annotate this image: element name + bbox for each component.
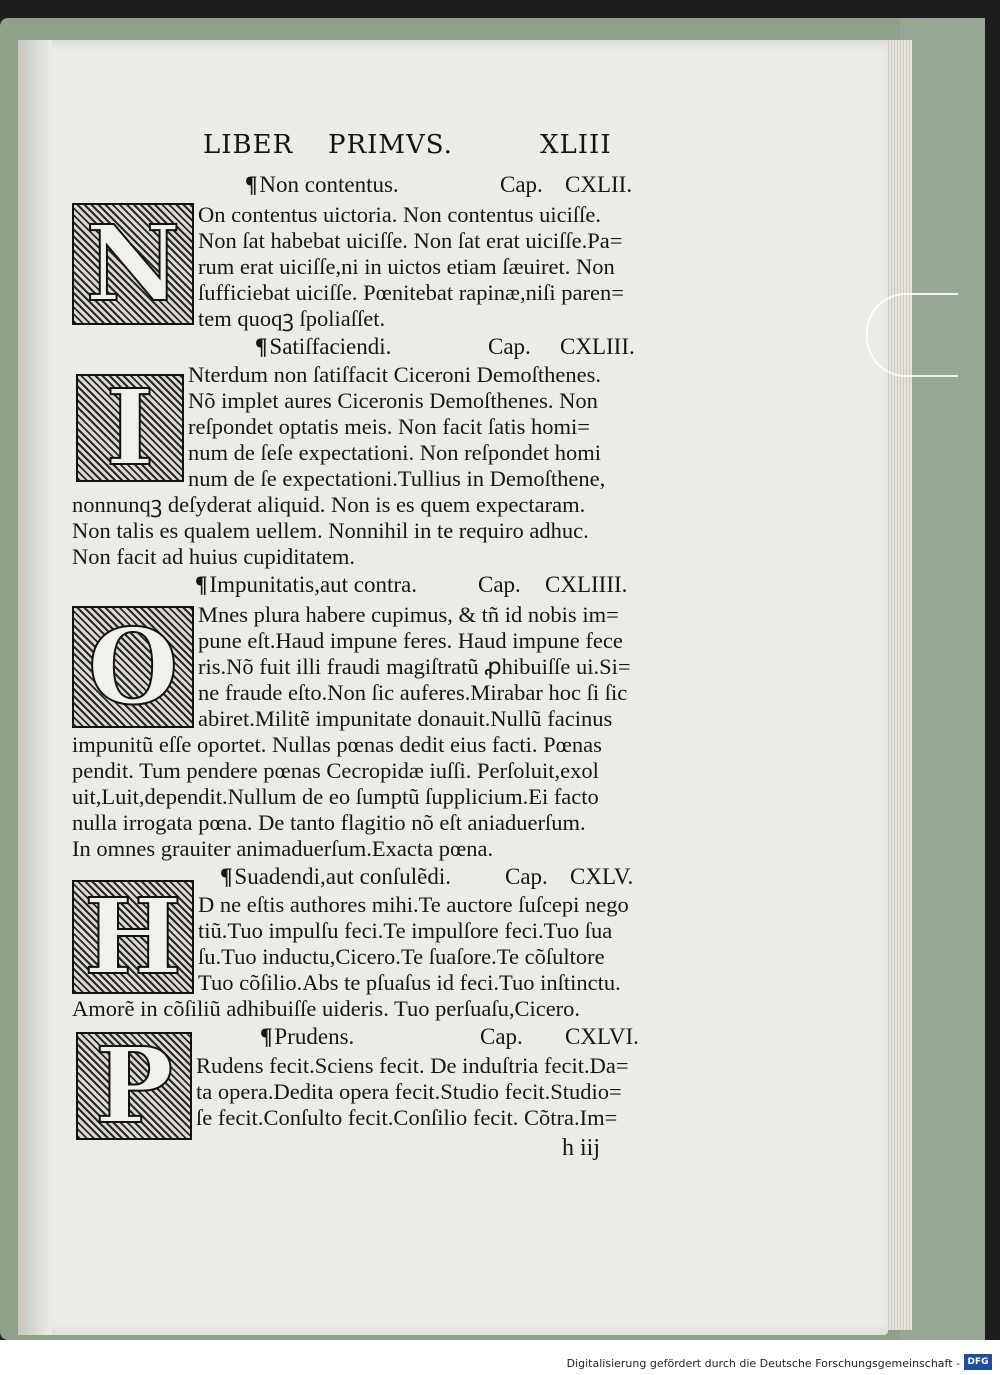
text-line: Non facit ad huius cupiditatem. [72, 544, 356, 569]
cap-label: Cap. [500, 172, 543, 197]
cap-number: CXLIIII. [545, 572, 628, 597]
pilcrow-icon: ¶ [195, 572, 208, 597]
footer-credit: Digitalisierung gefördert durch die Deutsche Forschungsgemeinschaft - [566, 1357, 960, 1370]
cap-label: Cap. [478, 572, 521, 597]
heading-title: Impunitatis,aut contra. [209, 572, 418, 597]
section-heading [260, 1024, 354, 1050]
pilcrow-icon: ¶ [220, 864, 233, 889]
dfg-logo-icon: DFG [964, 1354, 992, 1370]
cap-label: Cap. [488, 334, 531, 359]
cap-number: CXLVI. [565, 1024, 639, 1049]
cap-number: CXLII. [565, 172, 633, 197]
text-line: impunitũ eſſe oportet. Nullas pœnas dedit eius facti. Pœnas [72, 732, 602, 757]
text-line: ne fraude eſto.Non ſic auferes.Mirabar hoc ſi ſic [198, 680, 628, 705]
heading-title: Non contentus. [259, 172, 399, 197]
text-line: num de ſeſe expectationi. Non reſpondet homi [188, 440, 602, 465]
book-board-edge [900, 18, 985, 1340]
initial-letter: O [87, 605, 179, 728]
text-line: pune eſt.Haud impune feres. Haud impune fece [198, 628, 623, 653]
text-line: nulla irrogata pœna. De tanto flagitio nõ eſt aniaduerſum. [72, 810, 586, 835]
text-line: Nterdum non ſatiſfacit Ciceroni Demoſthenes. [188, 362, 602, 387]
section-heading [220, 864, 451, 890]
text-line: Mnes plura habere cupimus, & tñ id nobis im= [198, 602, 619, 627]
initial-letter: N [85, 202, 181, 325]
text-line: Non talis es qualem uellem. Nonnihil in te requiro adhuc. [72, 518, 589, 543]
pilcrow-icon: ¶ [245, 172, 258, 197]
text-line: ſu.Tuo inductu,Cicero.Te ſuaſore.Te cõſultore [198, 944, 605, 969]
text-line: reſpondet optatis meis. Non facit ſatis homi= [188, 414, 590, 439]
cap-number: CXLV. [570, 864, 634, 889]
cap-number: CXLIII. [560, 334, 635, 359]
heading-title: Satiſfaciendi. [269, 334, 392, 359]
running-head-folio: XLIII [540, 130, 612, 160]
section-heading [245, 172, 399, 198]
text-line: abiret.Militẽ impunitate donauit.Nullũ facinus [198, 706, 613, 731]
text-line: ſufficiebat uiciſſe. Pœnitebat rapinæ,niſi paren= [198, 280, 624, 305]
text-line: ris.Nõ fuit illi fraudi magiſtratũ ꝓhibuiſſe ui.Si= [198, 654, 631, 679]
running-head-left: LIBER [203, 130, 294, 160]
section-heading [195, 572, 417, 598]
text-line: rum erat uiciſſe,ni in uictos etiam ſæuiret. Non [198, 254, 615, 279]
decorated-initial-n [72, 203, 194, 325]
initial-letter: H [83, 875, 183, 998]
initial-letter: P [94, 1024, 174, 1147]
section-heading [255, 334, 391, 360]
text-line: pendit. Tum pendere pœnas Cecropidæ iuſſi. Perſoluit,exol [72, 758, 599, 783]
text-line: ſe fecit.Conſulto fecit.Conſilio fecit. Cõtra.Im= [196, 1105, 618, 1130]
text-line: Non ſat habebat uiciſſe. Non ſat erat uiciſſe.Pa= [198, 228, 623, 253]
text-line: uit,Luit,dependit.Nullum de eo ſumptũ ſupplicium.Ei facto [72, 784, 599, 809]
cap-label: Cap. [480, 1024, 523, 1049]
cap-label: Cap. [505, 864, 548, 889]
text-line: Tuo cõſilio.Abs te pſuaſus id feci.Tuo inſtinctu. [198, 970, 621, 995]
text-line: Rudens fecit.Sciens fecit. De induſtria fecit.Da= [196, 1053, 629, 1078]
page-clip [866, 293, 958, 377]
decorated-initial-o [72, 606, 194, 728]
decorated-initial-i [76, 366, 184, 489]
running-head-center: PRIMVS. [328, 130, 453, 160]
decorated-initial-p [76, 1024, 192, 1147]
text-line: In omnes grauiter animaduerſum.Exacta pœna. [72, 836, 494, 861]
page-gutter-shadow [18, 40, 52, 1335]
text-line: nonnunqꝫ deſyderat aliquid. Non is es quem expectaram. [72, 492, 586, 517]
pilcrow-icon: ¶ [255, 334, 268, 359]
text-line: On contentus uictoria. Non contentus uiciſſe. [198, 202, 602, 227]
text-line: tem quoqꝫ ſpoliaſſet. [198, 306, 386, 331]
text-line: Nõ implet aures Ciceronis Demoſthenes. Non [188, 388, 598, 413]
text-line: ta opera.Dedita opera fecit.Studio fecit.Studio= [196, 1079, 622, 1104]
text-line: num de ſe expectationi.Tullius in Demoſthene, [188, 466, 606, 491]
heading-title: Prudens. [274, 1024, 355, 1049]
pilcrow-icon: ¶ [260, 1024, 273, 1049]
signature-mark: h iij [562, 1135, 601, 1161]
heading-title: Suadendi,aut conſulẽdi. [234, 864, 451, 889]
decorated-initial-h [72, 875, 194, 998]
text-line: Amorẽ in cõſiliũ adhibuiſſe uideris. Tuo perſuaſu,Cicero. [72, 996, 581, 1021]
text-line: tiũ.Tuo impulſu feci.Te impulſore feci.Tuo ſua [198, 918, 613, 943]
text-line: D ne eſtis authores mihi.Te auctore ſuſcepi nego [198, 892, 629, 917]
initial-letter: I [105, 366, 155, 489]
